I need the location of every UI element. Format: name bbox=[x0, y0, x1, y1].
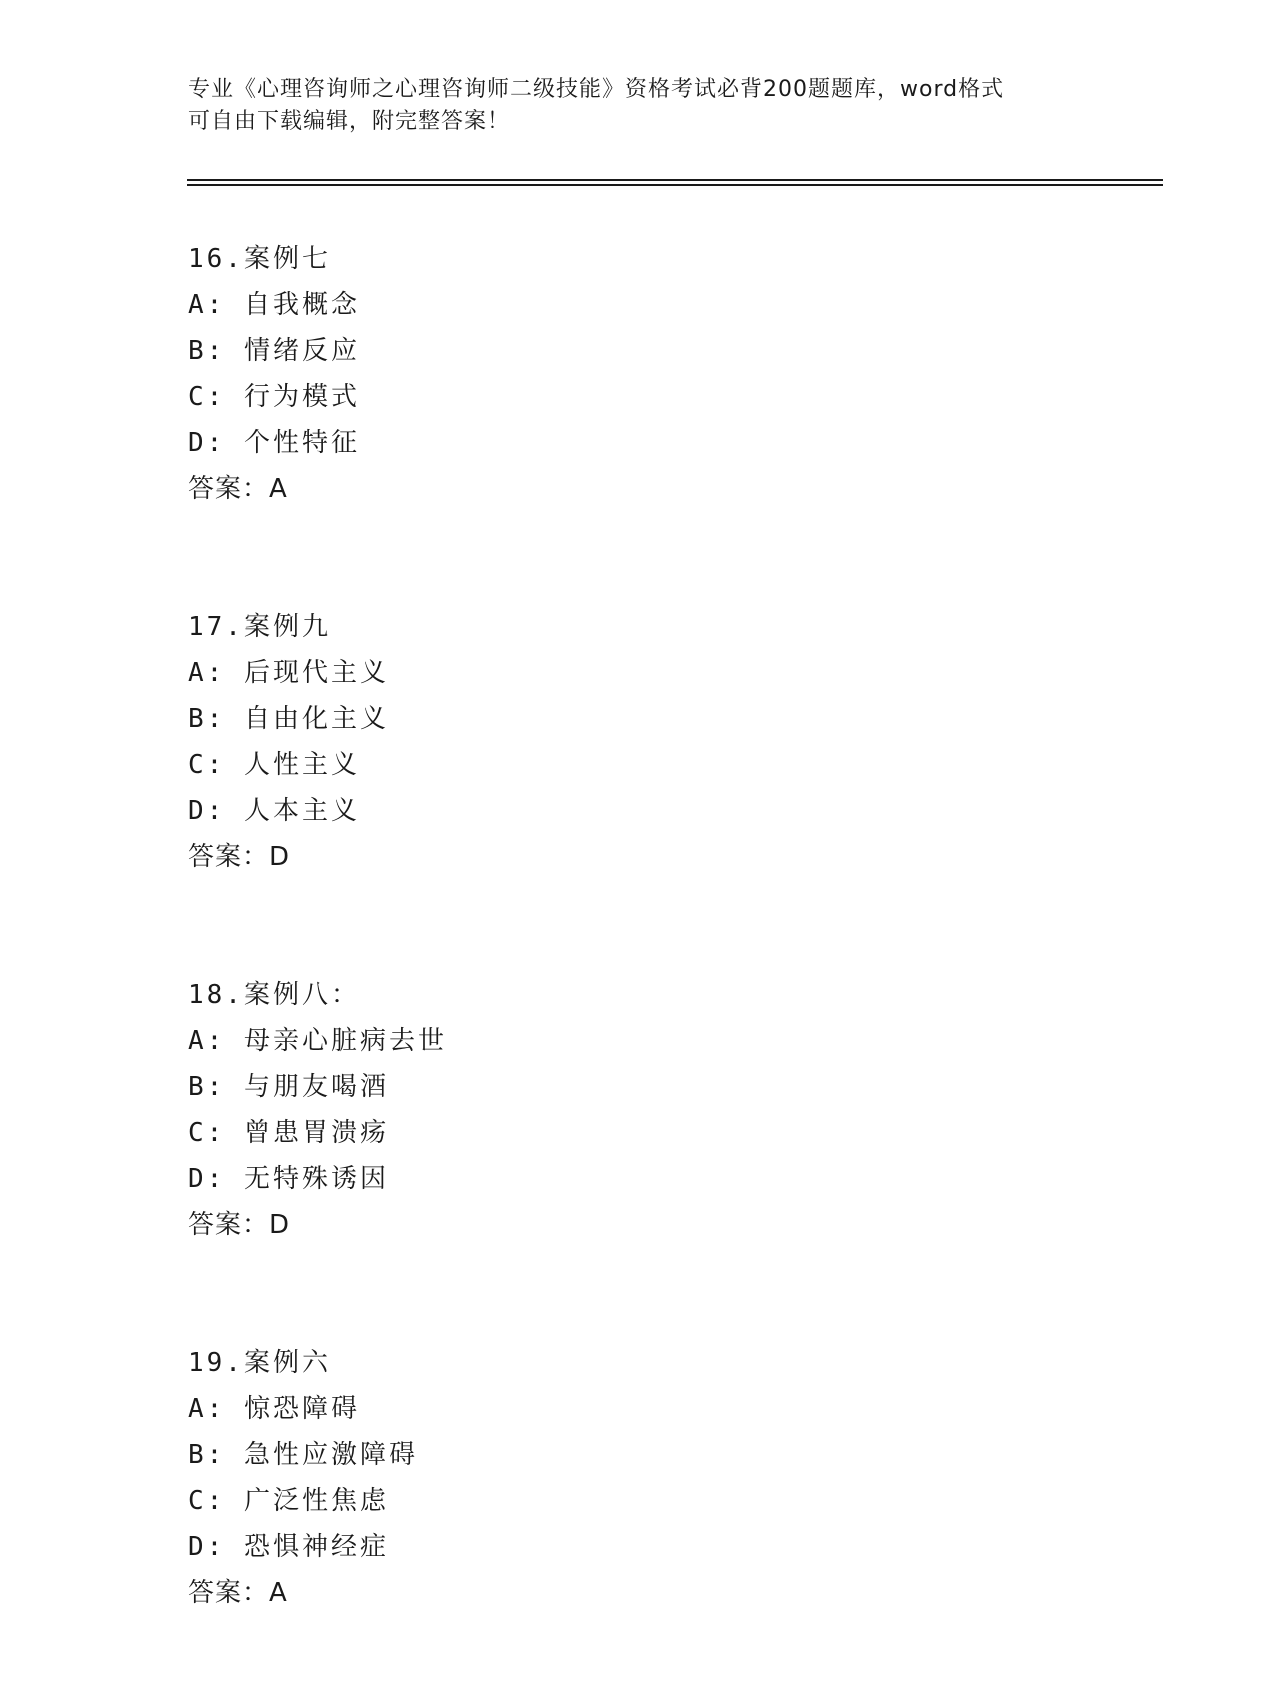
answer-line: 答案：A bbox=[188, 474, 288, 504]
option-a: A: 后现代主义 bbox=[188, 658, 389, 688]
header-line-2: 可自由下载编辑，附完整答案！ bbox=[188, 109, 511, 134]
question-17 bbox=[188, 604, 1088, 880]
option-d: D: 恐惧神经症 bbox=[188, 1532, 389, 1562]
question-16 bbox=[188, 236, 1088, 512]
option-d: D: 人本主义 bbox=[188, 796, 360, 826]
option-b: B: 情绪反应 bbox=[188, 336, 360, 366]
option-a: A: 自我概念 bbox=[188, 290, 360, 320]
header-divider-bottom bbox=[187, 184, 1163, 186]
question-title: 19.案例六 bbox=[188, 1348, 331, 1378]
question-title: 17.案例九 bbox=[188, 612, 331, 642]
answer-line: 答案：D bbox=[188, 842, 291, 872]
answer-line: 答案：D bbox=[188, 1210, 291, 1240]
question-list bbox=[188, 236, 1088, 1708]
option-c: C: 人性主义 bbox=[188, 750, 360, 780]
option-b: B: 自由化主义 bbox=[188, 704, 389, 734]
option-a: A: 惊恐障碍 bbox=[188, 1394, 360, 1424]
question-18 bbox=[188, 972, 1088, 1248]
option-c: C: 曾患胃溃疡 bbox=[188, 1118, 389, 1148]
question-19 bbox=[188, 1340, 1088, 1616]
document-header bbox=[188, 74, 1088, 138]
header-line-1: 专业《心理咨询师之心理咨询师二级技能》资格考试必背200题题库，word格式 bbox=[188, 77, 1005, 102]
question-title: 16.案例七 bbox=[188, 244, 331, 274]
header-divider-top bbox=[187, 179, 1163, 181]
option-a: A: 母亲心脏病去世 bbox=[188, 1026, 447, 1056]
option-c: C: 行为模式 bbox=[188, 382, 360, 412]
option-c: C: 广泛性焦虑 bbox=[188, 1486, 389, 1516]
answer-line: 答案：A bbox=[188, 1578, 288, 1608]
option-d: D: 无特殊诱因 bbox=[188, 1164, 389, 1194]
question-title: 18.案例八： bbox=[188, 980, 360, 1010]
option-d: D: 个性特征 bbox=[188, 428, 360, 458]
option-b: B: 急性应激障碍 bbox=[188, 1440, 418, 1470]
option-b: B: 与朋友喝酒 bbox=[188, 1072, 389, 1102]
